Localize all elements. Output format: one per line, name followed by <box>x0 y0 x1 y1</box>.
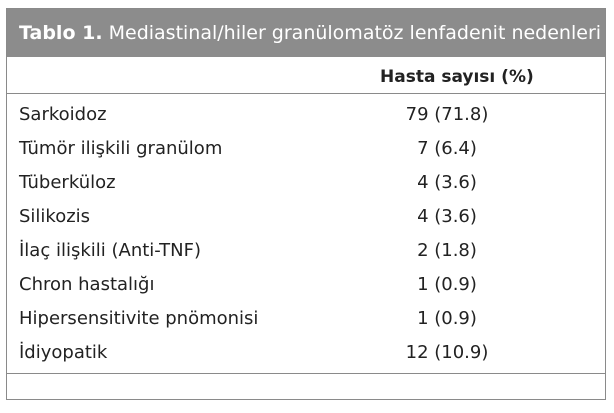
table-number: Tablo 1. <box>19 22 103 44</box>
row-value: 1 (0.9) <box>417 274 477 295</box>
table-row <box>7 132 605 166</box>
row-value: 2 (1.8) <box>417 240 477 261</box>
row-value: 4 (3.6) <box>417 206 477 227</box>
row-value: 7 (6.4) <box>417 138 477 159</box>
table-row <box>7 336 605 370</box>
header-divider <box>7 93 605 94</box>
row-label: Silikozis <box>19 206 91 227</box>
table-title: Mediastinal/hiler granülomatöz lenfadenit nedenleri <box>108 22 602 44</box>
row-value: 1 (0.9) <box>417 308 477 329</box>
row-label: Hipersensitivite pnömonisi <box>19 308 259 329</box>
column-header: Hasta sayısı (%) <box>380 67 534 87</box>
row-label: Chron hastalığı <box>19 274 155 295</box>
table-row <box>7 98 605 132</box>
table-row <box>7 268 605 302</box>
row-label: İlaç ilişkili (Anti-TNF) <box>19 240 201 261</box>
table-frame <box>6 8 606 400</box>
row-label: Tüberküloz <box>19 172 116 193</box>
row-label: İdiyopatik <box>19 342 108 363</box>
row-value: 4 (3.6) <box>417 172 477 193</box>
row-value: 79 (71.8) <box>405 104 489 125</box>
table-title-bar <box>7 9 605 57</box>
row-label: Tümör ilişkili granülom <box>19 138 223 159</box>
table-row <box>7 234 605 268</box>
footer-divider <box>7 373 605 374</box>
table-row <box>7 200 605 234</box>
table-row <box>7 302 605 336</box>
row-value: 12 (10.9) <box>405 342 489 363</box>
row-label: Sarkoidoz <box>19 104 107 125</box>
table-row <box>7 166 605 200</box>
